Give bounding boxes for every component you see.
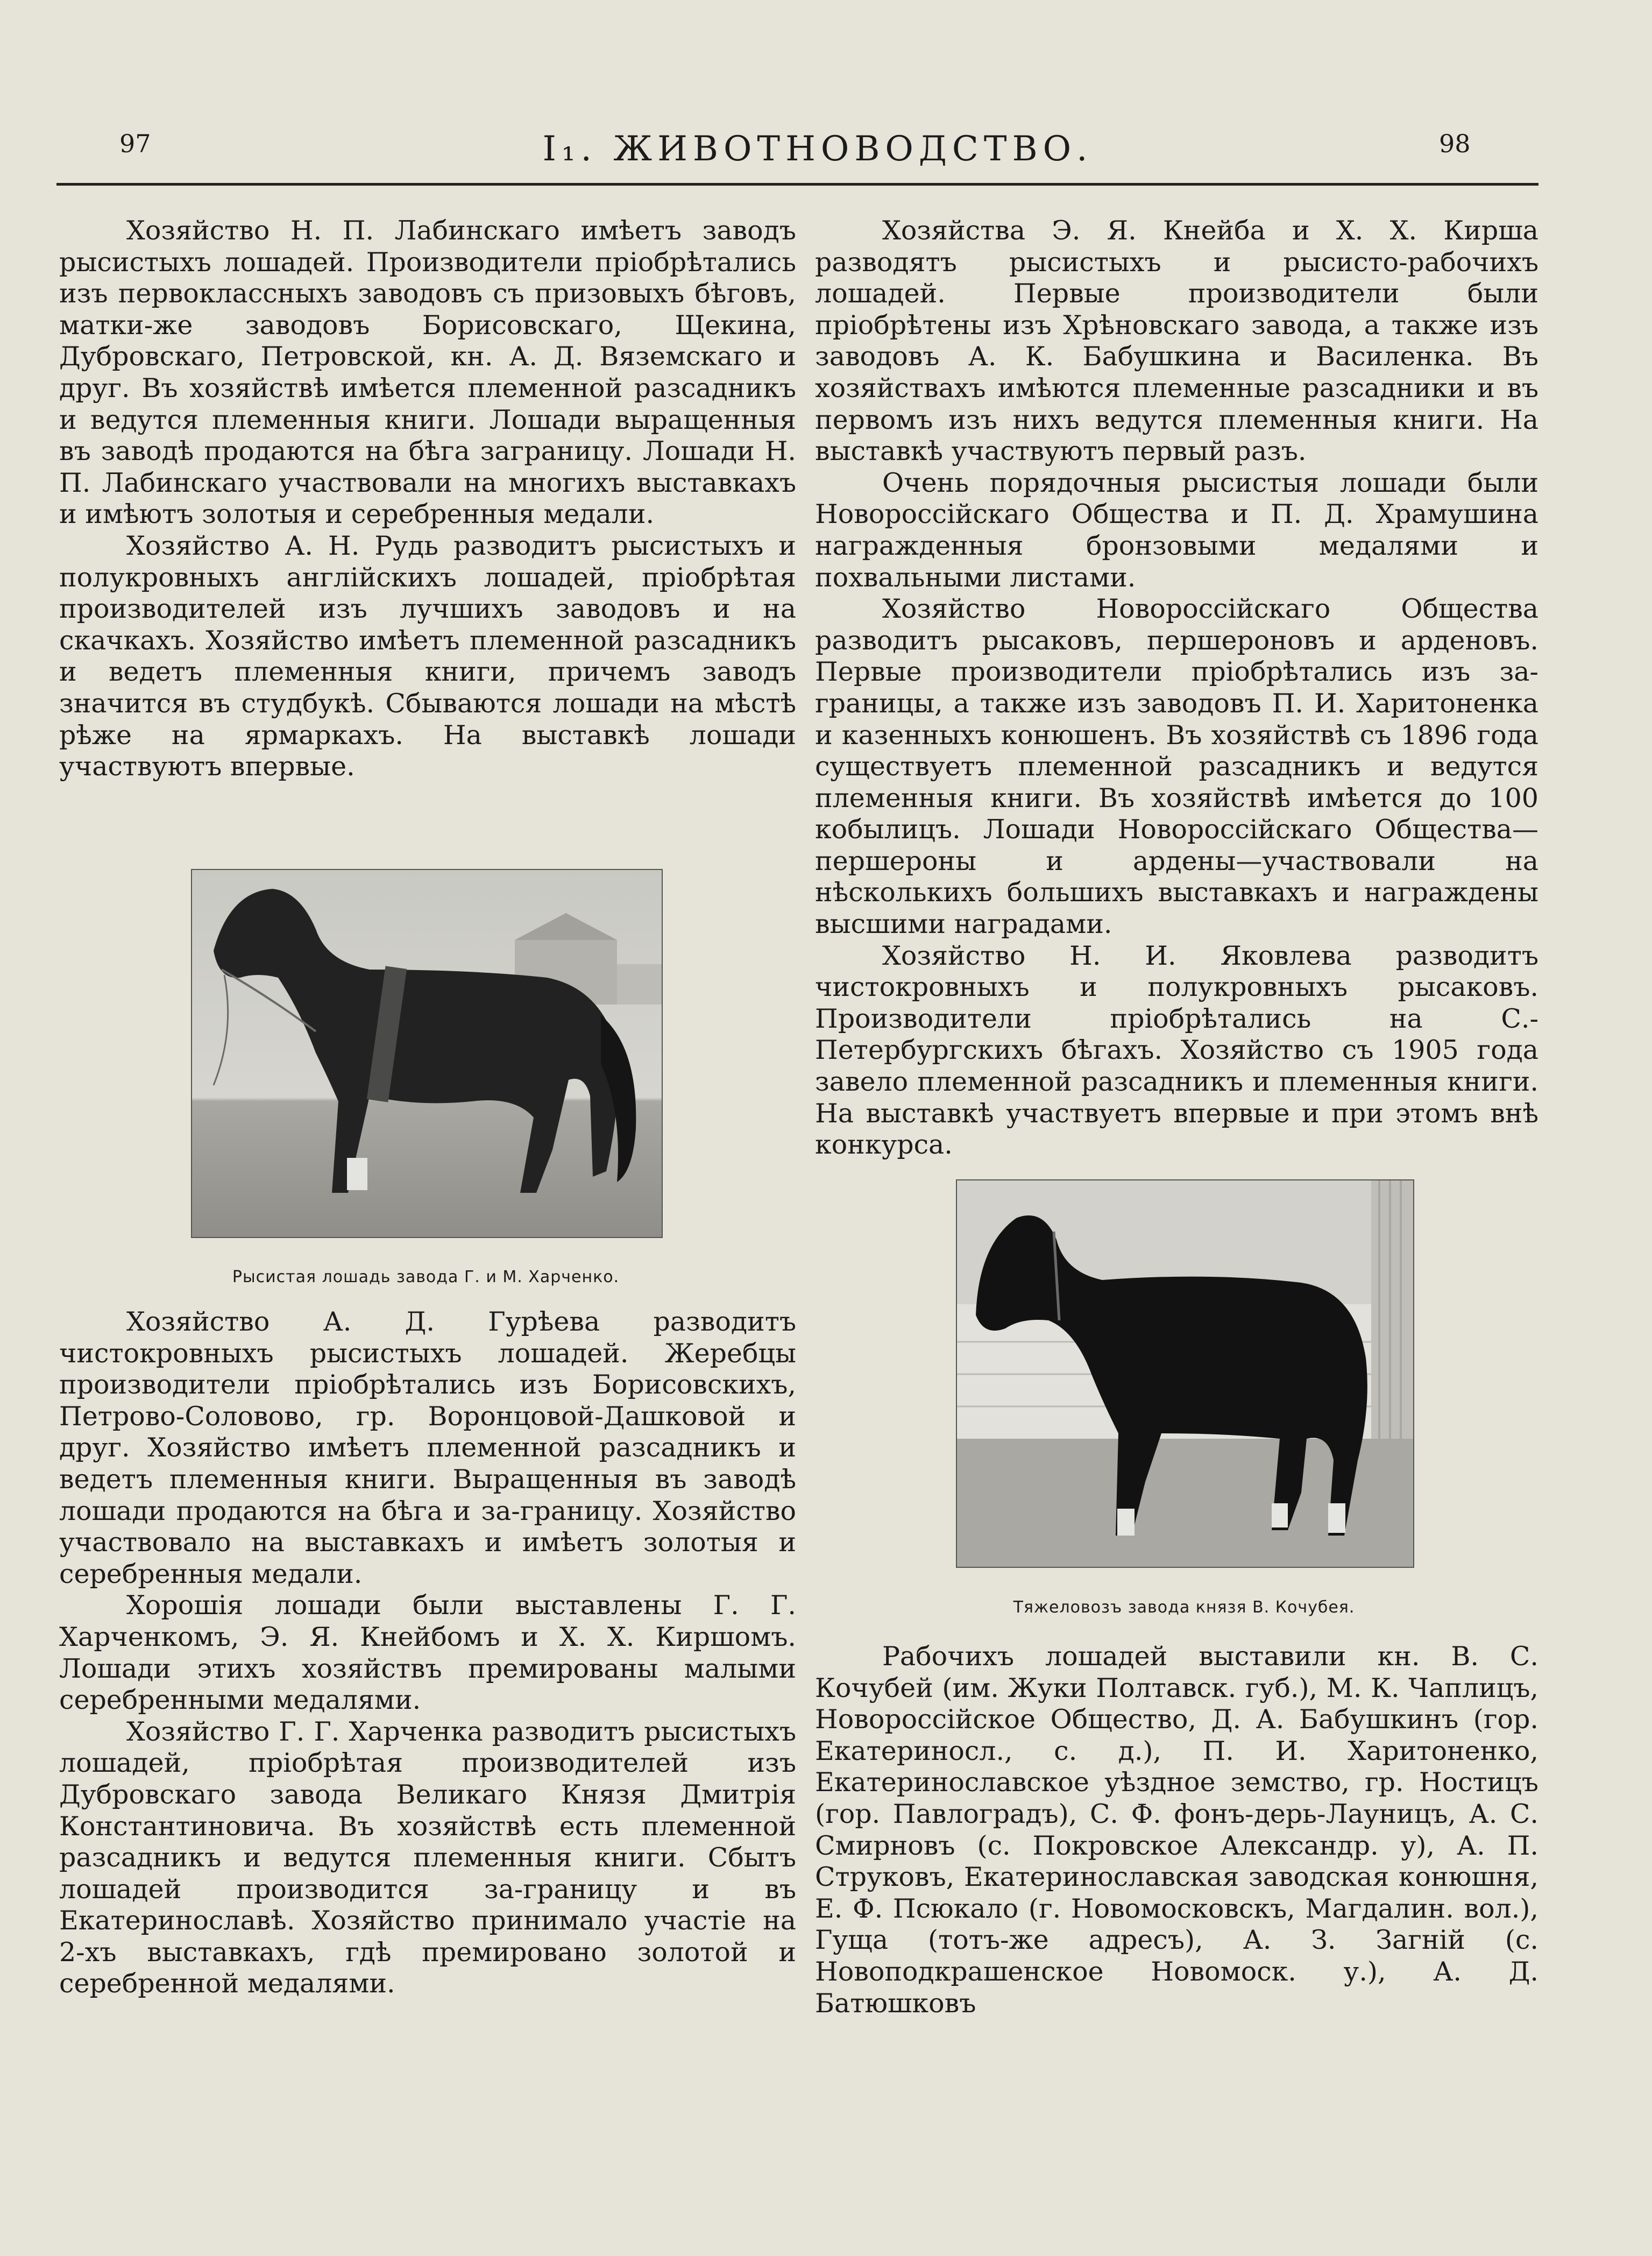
page-number-left: 97: [119, 129, 151, 158]
paragraph-novorossiysk: Хозяйство Новороссійскаго Общества разводитъ рысаковъ, першероновъ и арденовъ. Первые производители пріобрѣтались изъ за-границы, а также изъ заводовъ П. И. Харитоненка и казенныхъ конюшенъ. Въ хозяйствѣ съ 1896 года существуетъ племенной разсадникъ и ведутся племенныя книги. Въ хозяйствѣ имѣется до 100 кобылицъ. Лошади Новороссійскаго Общества—першероны и ардены—участвовали на нѣсколькихъ большихъ выставкахъ и награждены высшими наградами.: [815, 593, 1538, 940]
paragraph-labinsky: Хозяйство Н. П. Лабинскаго имѣетъ заводъ рысистыхъ лошадей. Производители пріобрѣтались изъ первоклассныхъ заводовъ съ призовыхъ бѣговъ, матки-же заводовъ Борисовскаго, Щекина, Дубровскаго, Петровской, кн. А. Д. Вяземскаго и друг. Въ хозяйствѣ имѣется племенной разсадникъ и ведутся племенныя книги. Лошади выращенныя въ заводѣ продаются на бѣга заграницу. Лошади Н. П. Лабинскаго участвовали на многихъ выставкахъ и имѣютъ золотыя и серебренныя медали.: [59, 215, 796, 530]
left-column-bottom: [59, 1306, 796, 2000]
paragraph-working-horses: Рабочихъ лошадей выставили кн. В. С. Кочубей (им. Жуки Полтавск. губ.), М. К. Чаплицъ, Новороссійское Общество, Д. А. Бабушкинъ (гор. Екатериносл., с. д.), П. И. Харитоненко, Екатеринославское уѣздное земство, гр. Ностицъ (гор. Павлоградъ), С. Ф. фонъ-дерь-Лауницъ, А. С. Смирновъ (с. Покровское Александр. у), А. П. Струковъ, Екатеринославская заводская конюшня, Е. Ф. Псюкало (г. Новомосковскъ, Магдалин. вол.), Гуща (тотъ-же адресъ), А. З. Загній (с. Новоподкрашенское Новомоск. у.), А. Д. Батюшковъ: [815, 1641, 1538, 2019]
draft-horse-photo: [956, 1179, 1414, 1568]
figure-caption-trotter: Рысистая лошадь завода Г. и М. Харченко.: [232, 1268, 620, 1286]
paragraph-trotters-awards: Очень порядочныя рысистыя лошади были Новороссійскаго Общества и П. Д. Храмушина награжденныя бронзовыми медалями и похвальными листами.: [815, 467, 1538, 593]
right-column-bottom: [815, 1641, 1538, 2019]
paragraph-gureev: Хозяйство А. Д. Гурѣева разводитъ чистокровныхъ рысистыхъ лошадей. Жеребцы производители пріобрѣтались изъ Борисовскихъ, Петрово-Соловово, гр. Воронцовой-Дашковой и друг. Хозяйство имѣетъ племенной разсадникъ и ведетъ племенныя книги. Выращенныя въ заводѣ лошади продаются на бѣга и за-границу. Хозяйство участвовало на выставкахъ и имѣетъ золотыя и серебренныя медали.: [59, 1306, 796, 1589]
left-column-top: [59, 215, 796, 783]
right-column-top: [815, 215, 1538, 1161]
paragraph-kneib-kirsh: Хозяйства Э. Я. Кнейба и Х. Х. Кирша разводятъ рысистыхъ и рысисто-рабочихъ лошадей. Первые производители были пріобрѣтены изъ Хрѣновскаго завода, а также изъ заводовъ А. К. Бабушкина и Василенка. Въ хозяйствахъ имѣются племенные разсадники и въ первомъ изъ нихъ ведутся племенныя книги. На выставкѣ участвуютъ первый разъ.: [815, 215, 1538, 467]
paragraph-yakovlev: Хозяйство Н. И. Яковлева разводитъ чистокровныхъ и полукровныхъ рысаковъ. Производители пріобрѣтались на С.-Петербургскихъ бѣгахъ. Хозяйство съ 1905 года завело племенной разсадникъ и племенныя книги. На выставкѣ участвуетъ впервые и при этомъ внѣ конкурса.: [815, 940, 1538, 1161]
paragraph-rud: Хозяйство А. Н. Рудь разводитъ рысистыхъ и полукровныхъ англійскихъ лошадей, пріобрѣтая производителей изъ лучшихъ заводовъ и на скачкахъ. Хозяйство имѣетъ племенной разсадникъ и ведетъ племенныя книги, причемъ заводъ значится въ студбукѣ. Сбываются лошади на мѣстѣ рѣже на ярмаркахъ. На выставкѣ лошади участвуютъ впервые.: [59, 530, 796, 782]
header-rule: [56, 183, 1538, 186]
paragraph-good-horses: Хорошія лошади были выставлены Г. Г. Харченкомъ, Э. Я. Кнейбомъ и Х. Х. Киршомъ. Лошади этихъ хозяйствъ премированы малыми серебренными медалями.: [59, 1590, 796, 1716]
paragraph-kharchenko: Хозяйство Г. Г. Харченка разводитъ рысистыхъ лошадей, пріобрѣтая производителей изъ Дубровскаго завода Великаго Князя Дмитрія Константиновича. Въ хозяйствѣ есть племенной разсадникъ и ведутся племенныя книги. Сбытъ лошадей производится за-границу и въ Екатеринославѣ. Хозяйство принимало участіе на 2-хъ выставкахъ, гдѣ премировано золотой и серебренной медалями.: [59, 1716, 796, 1999]
figure-caption-draft: Тяжеловозъ завода князя В. Кочубея.: [1013, 1598, 1355, 1617]
page-number-right: 98: [1439, 129, 1471, 158]
running-header-title: I₁. ЖИВОТНОВОДСТВО.: [542, 129, 1093, 169]
trotter-horse-photo: [191, 869, 663, 1238]
